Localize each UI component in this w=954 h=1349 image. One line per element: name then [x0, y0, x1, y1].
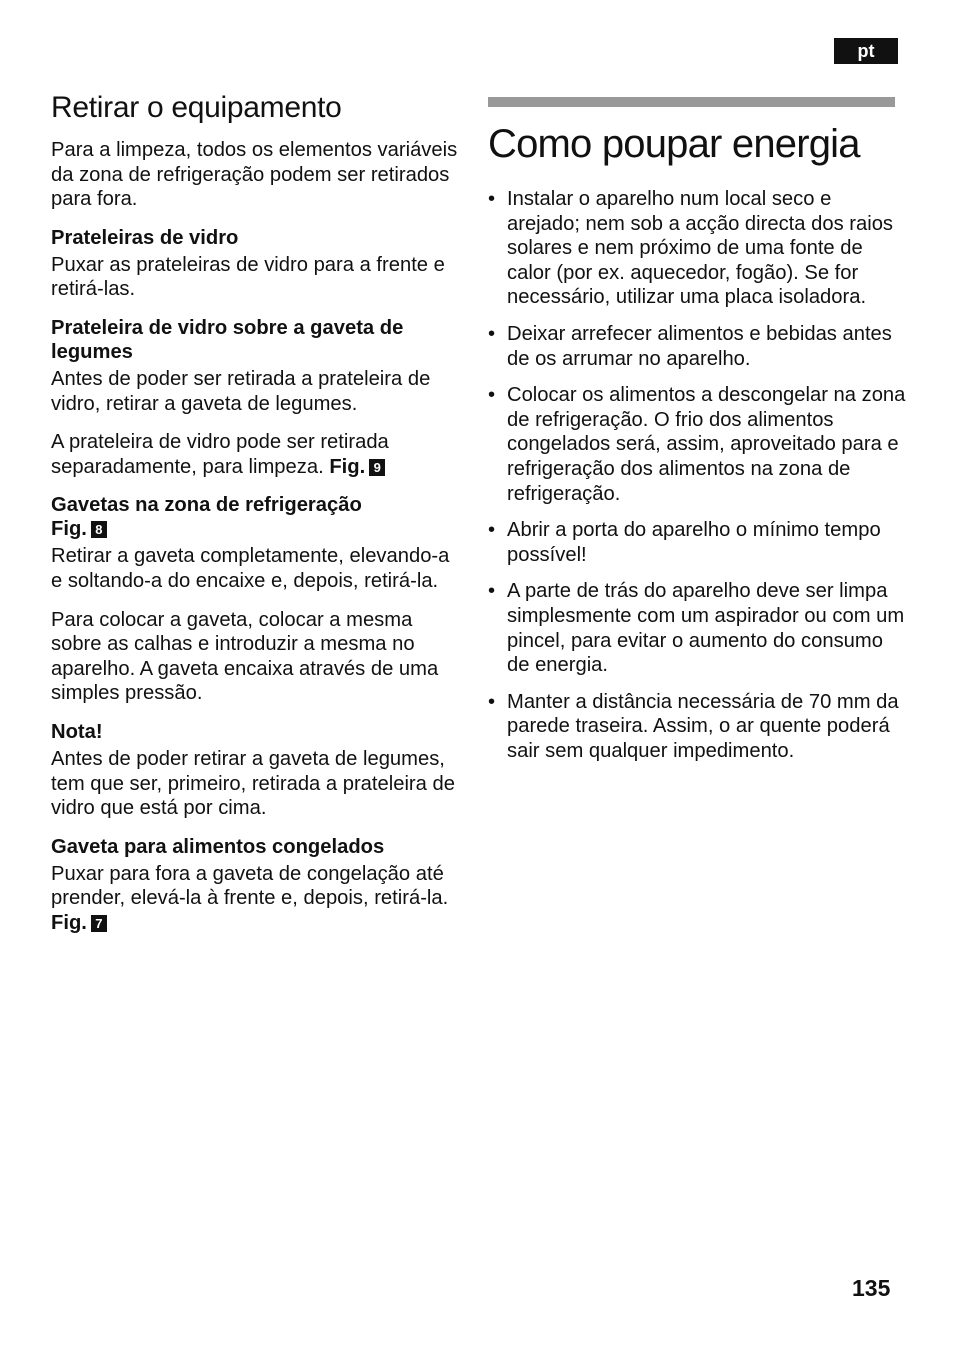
drawers-remove-text: Retirar a gaveta completamente, elevando-a e soltando-a do encaixe e, depois, retirá-la. — [51, 545, 450, 592]
shelf-separate-text: A prateleira de vidro pode ser retirada separadamente, para limpeza. — [51, 431, 389, 478]
freezer-drawer-heading: Gaveta para alimentos congelados — [51, 835, 385, 858]
glass-shelves-text: Puxar as prateleiras de vidro para a frente e retirá-las. — [51, 253, 445, 301]
drawers-insert-text: Para colocar a gaveta, colocar a mesma sobre as calhas e introduzir a mesma no aparelho. A gaveta encaixa através de uma simples pressão. — [51, 608, 439, 705]
left-column — [51, 88, 459, 949]
list-item-text: Colocar os alimentos a descongelar na zona de refrigeração. O frio dos alimentos congelados será, assim, aproveitado para e refrigeração dos alimentos na zona de refrigeração. — [507, 384, 906, 505]
page-number: 135 — [852, 1275, 891, 1301]
figure-number-badge: 7 — [91, 915, 107, 932]
drawers-heading-text: Gavetas na zona de refrigeração — [51, 494, 362, 517]
section-title-save-energy: Como poupar energia — [488, 122, 860, 166]
figure-number-badge: 9 — [369, 459, 385, 476]
list-item — [488, 187, 908, 310]
figure-reference-label: Fig. — [329, 455, 366, 478]
bullet-marker: • — [488, 322, 496, 345]
freezer-drawer-text — [51, 862, 459, 936]
shelf-over-drawer-text: Antes de poder ser retirada a prateleira de vidro, retirar a gaveta de legumes. — [51, 367, 431, 415]
shelf-over-drawer-heading: Prateleira de vidro sobre a gaveta de legumes — [51, 316, 404, 363]
glass-shelves-heading: Prateleiras de vidro — [51, 226, 239, 249]
list-item — [488, 383, 908, 506]
right-column — [488, 97, 908, 775]
energy-tips-list — [488, 187, 908, 763]
list-item — [488, 690, 908, 764]
list-item-text: A parte de trás do aparelho deve ser limpa simplesmente com um aspirador ou com um pincel, para evitar o aumento do consumo de energia. — [507, 580, 905, 677]
list-item-text: Instalar o aparelho num local seco e arejado; nem sob a acção directa dos raios solares e nem próximo de uma fonte de calor (por ex. aquecedor, fogão). Se for necessário, utilizar uma placa isoladora. — [507, 188, 894, 309]
list-item-text: Deixar arrefecer alimentos e bebidas antes de os arrumar no aparelho. — [507, 322, 892, 370]
intro-paragraph: Para a limpeza, todos os elementos variáveis da zona de refrigeração podem ser retirados para fora. — [51, 139, 458, 211]
bullet-marker: • — [488, 519, 496, 542]
figure-reference-label: Fig. — [51, 518, 87, 541]
figure-reference-label: Fig. — [51, 911, 87, 934]
list-item — [488, 579, 908, 677]
list-item-text: Manter a distância necessária de 70 mm da parede traseira. Assim, o ar quente poderá sair sem qualquer impedimento. — [507, 690, 899, 762]
bullet-marker: • — [488, 384, 496, 407]
section-divider — [488, 97, 895, 107]
list-item — [488, 518, 908, 567]
shelf-over-drawer-text-2 — [51, 430, 459, 479]
language-badge: pt — [834, 38, 898, 64]
note-heading: Nota! — [51, 720, 103, 743]
figure-number-badge: 8 — [91, 521, 107, 538]
section-title-remove-equipment: Retirar o equipamento — [51, 91, 342, 124]
list-item — [488, 322, 908, 371]
bullet-marker: • — [488, 690, 496, 713]
note-text: Antes de poder retirar a gaveta de legumes, tem que ser, primeiro, retirada a prateleira de vidro que está por cima. — [51, 747, 455, 820]
bullet-marker: • — [488, 188, 496, 210]
bullet-marker: • — [488, 580, 496, 603]
drawers-heading — [51, 493, 459, 541]
freezer-drawer-body: Puxar para fora a gaveta de congelação até prender, elevá-la à frente e, depois, retirá-la. — [51, 862, 449, 910]
list-item-text: Abrir a porta do aparelho o mínimo tempo possível! — [507, 519, 881, 566]
